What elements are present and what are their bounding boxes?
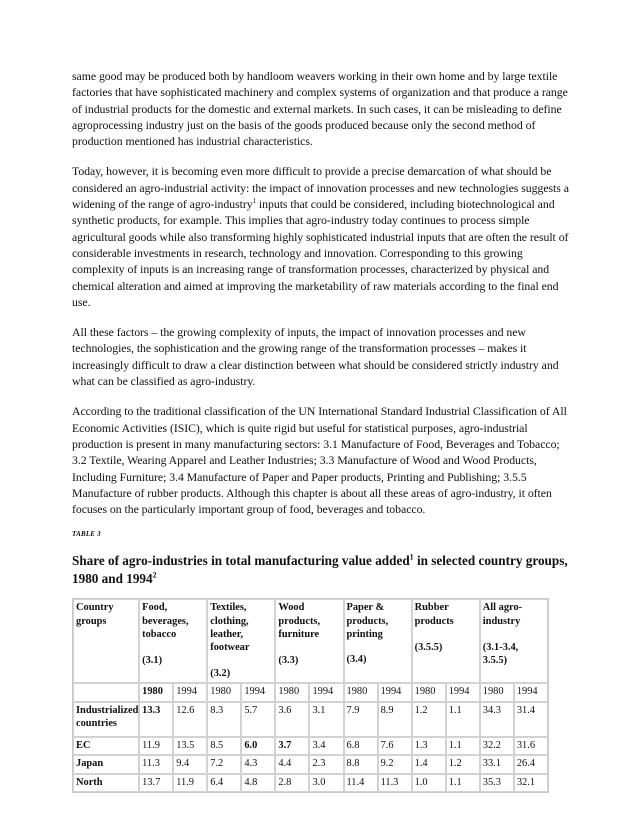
row-country: Japan [73,755,139,773]
value-cell: 2.8 [275,774,309,792]
table-caption [72,552,572,588]
paragraph-4: According to the traditional classification of the UN International Standard Industrial Classification of All Economic Activities (ISIC), which is quite rigid but useful for statistical purposes, agro-industrial production is present in many manufacturing sectors: 3.1 Manufacture of Food, Beverages and Tobacco; 3.2 Textile, Wearing Apparel and Leather Industries; 3.3 Manufacture of Wood and Wood Products, Including Furniture; 3.4 Manufacture of Paper and Paper products, Printing and Publishing; 3.5.5 Manufacture of rubber products. Although this chapter is about all these areas of agro-industry, it often focuses on the particularly important group of food, beverages and tobacco. [72,404,567,517]
table-row [73,774,548,792]
value-cell: 1.3 [412,737,446,755]
year-cell: 1994 [514,683,548,702]
agro-industry-share-table [72,598,549,792]
year-cell: 1980 [412,683,446,702]
header-wood [275,599,343,682]
value-cell: 1.4 [412,755,446,773]
header-all-agro [480,599,548,682]
value-cell: 7.9 [344,702,378,737]
table-label: TABLE 3 [72,530,101,539]
value-cell: 3.7 [275,737,309,755]
header-label: All agro-industry [482,602,523,627]
caption-footnote-2: 2 [152,571,157,581]
value-cell: 4.4 [275,755,309,773]
value-cell: 12.6 [173,702,207,737]
paragraph-1: same good may be produced both by handloom weavers working in their own home and by large textile factories that have sophisticated machinery and complex systems of organization and that produce a range of industrial products for the domestic and external markets. In such cases, it can be misleading to define agroprocessing industry just on the basis of the goods produced because only the second method of production mentioned has industrial characteristics. [72,69,568,149]
year-cell: 1994 [241,683,275,702]
value-cell: 6.8 [344,737,378,755]
years-blank-cell [73,683,139,702]
value-cell: 9.2 [378,755,412,773]
value-cell: 31.4 [514,702,548,737]
value-cell: 13.7 [139,774,173,792]
year-cell: 1980 [344,683,378,702]
header-code: (3.3) [278,655,299,667]
value-cell: 11.4 [344,774,378,792]
row-country: Industrialized countries [73,702,139,737]
header-label: Rubber products [414,602,454,627]
header-code: (3.1-3.4, 3.5.5) [482,642,519,667]
table-header-row [73,599,548,682]
footnote-marker: 1 [252,197,257,206]
value-cell: 1.1 [446,702,480,737]
value-cell: 35.3 [480,774,514,792]
header-code: (3.4) [346,654,367,666]
value-cell: 31.6 [514,737,548,755]
value-cell: 3.4 [309,737,343,755]
year-cell: 1994 [446,683,480,702]
header-label: Wood products, furniture [278,602,321,641]
caption-text-2: in selected country groups, 1980 and 1994 [72,553,568,587]
value-cell: 1.0 [412,774,446,792]
value-cell: 4.8 [241,774,275,792]
value-cell: 7.6 [378,737,412,755]
paragraph-3: All these factors – the growing complexity of inputs, the impact of innovation processes and new technologies, the sophistication and the growing range of the transformation processes – makes it increasingly difficult to draw a clear distinction between what should be considered strictly industry and what can be classified as agro-industry. [72,325,559,389]
header-code: (3.1) [142,655,163,667]
header-textiles [207,599,275,682]
header-code: (3.2) [210,667,231,679]
table-row [73,755,548,773]
value-cell: 11.3 [378,774,412,792]
value-cell: 1.1 [446,737,480,755]
value-cell: 7.2 [207,755,241,773]
header-country-groups: Country groups [73,599,139,682]
year-cell: 1980 [139,683,173,702]
year-cell: 1994 [309,683,343,702]
header-label: Paper & products, printing [346,602,389,641]
table-row [73,737,548,755]
header-rubber [412,599,480,682]
document-page [72,68,572,793]
value-cell: 9.4 [173,755,207,773]
year-cell: 1994 [378,683,412,702]
value-cell: 6.0 [241,737,275,755]
paragraph-2-after: inputs that could be considered, including biotechnological and synthetic products, for example. This implies that agro-industry today continues to process simple agricultural goods while also transforming highly sophisticated industrial inputs that are often the result of considerable investments in research, technology and innovation. Corresponding to this growing complexity of inputs is an increasing range of transformation processes, characterized by physical and chemical alteration and aimed at improving the marketability of raw materials according to the final end use. [72,197,569,309]
value-cell: 13.5 [173,737,207,755]
value-cell: 3.1 [309,702,343,737]
caption-footnote-1: 1 [409,553,414,563]
value-cell: 11.9 [139,737,173,755]
value-cell: 3.6 [275,702,309,737]
caption-text-1: Share of agro-industries in total manufacturing value added [72,553,410,569]
value-cell: 1.1 [446,774,480,792]
year-cell: 1980 [275,683,309,702]
year-cell: 1980 [480,683,514,702]
value-cell: 4.3 [241,755,275,773]
value-cell: 8.9 [378,702,412,737]
header-food [139,599,207,682]
value-cell: 3.0 [309,774,343,792]
table-years-row [73,683,548,702]
value-cell: 2.3 [309,755,343,773]
paragraph-2-before: Today, however, it is becoming even more difficult to provide a precise demarcation of what should be considered an agro-industrial activity: the impact of innovation processes and new technologies suggests a widening of the range of agro-industry [72,164,569,212]
value-cell: 8.3 [207,702,241,737]
value-cell: 32.2 [480,737,514,755]
year-cell: 1980 [207,683,241,702]
value-cell: 6.4 [207,774,241,792]
year-cell: 1994 [173,683,207,702]
value-cell: 1.2 [412,702,446,737]
table-row [73,702,548,737]
header-code: (3.5.5) [414,642,443,654]
row-country: North [73,774,139,792]
value-cell: 33.1 [480,755,514,773]
header-label: Textiles, clothing, leather, footwear [210,602,250,654]
value-cell: 26.4 [514,755,548,773]
value-cell: 5.7 [241,702,275,737]
value-cell: 32.1 [514,774,548,792]
header-paper [344,599,412,682]
value-cell: 13.3 [139,702,173,737]
value-cell: 8.5 [207,737,241,755]
header-label: Food, beverages, tobacco [142,602,189,641]
value-cell: 34.3 [480,702,514,737]
paragraph-2 [72,163,572,310]
row-country: EC [73,737,139,755]
value-cell: 11.3 [139,755,173,773]
value-cell: 11.9 [173,774,207,792]
value-cell: 8.8 [344,755,378,773]
value-cell: 1.2 [446,755,480,773]
